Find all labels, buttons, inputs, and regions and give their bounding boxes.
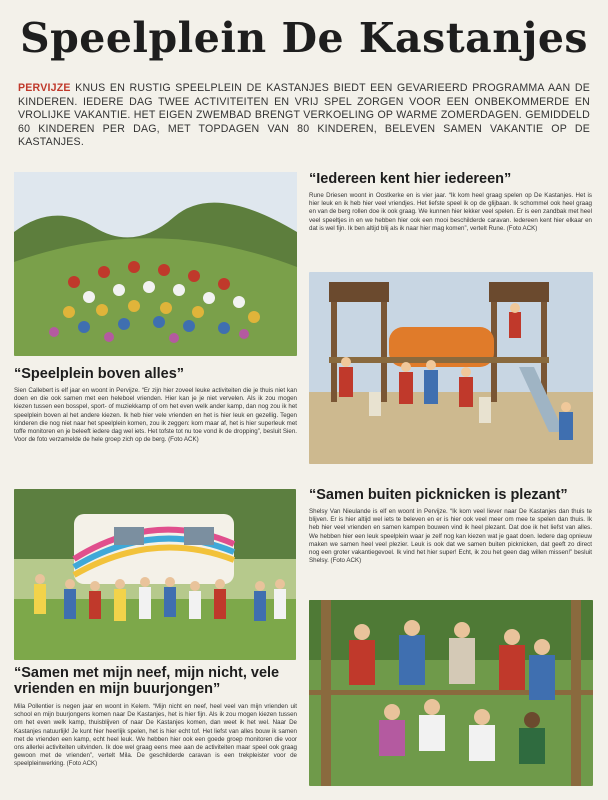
- section-heading-shelsy: “Samen buiten picknicken is plezant”: [309, 487, 568, 503]
- intro-text: KNUS EN RUSTIG SPEELPLEIN DE KASTANJES BIEDT EEN GEVARIEERD PROGRAMMA AAN DE KINDEREN. IEDERE DAG TWEE ACTIVITEITEN EN VRIJ SPEL ZORGEN VOOR EEN ONBEKOMMERDE EN VROLIJKE VAKANTIE. HET EIGEN ZWEMBAD BRENGT VERKOELING OP WARME ZOMERDAGEN. GEMIDDELD 60 KINDEREN PER DAG, MET TOPDAGEN VAN 80 KINDEREN, BELEVEN SAMEN VAKANTIE OP DE KASTANJES.: [18, 82, 590, 149]
- section-body-shelsy: Shelsy Van Nieulande is elf en woont in Pervijze. “Ik kom veel liever naar De Kastanjes dan thuis te blijven. Er is hier altijd wel iets te beleven en er is hier ook veel meer om mee te spelen dan thuis. Ik heb hier veel vrienden en samen kampen bouwen vind ik heel plezant. Dat doe ik het liefst van alles. We hebben hier een leuk speelplein waar je zelf nog kan kiezen wat je gaat doen. Iedere dag opnieuw maken we samen heel veel plezier. Leuk is ook dat we samen buiten picknicken, dat geeft zo direct nog een groter vakantiegevoel. Ik vind het hier super! Echt, ik zou het geen dag willen missen!” besluit Shelsy. (Foto ACK): [309, 508, 592, 565]
- caravan-photo: [14, 489, 296, 660]
- section-body-sien: Sien Callebert is elf jaar en woont in Pervijze. “Er zijn hier zoveel leuke activiteiten die je thuis niet kan doen en die ook samen met een heleboel vrienden. Hier kan je je niet vervelen. Als ik zou mogen kiezen tussen een bosspel, sport- of muziekkamp of om het even welk ander kamp, dan nog zou ik het speelplein boven al het andere kiezen. Ik heb hier vele vrienden en het is hier leuk en gezellig. Tegen kinderen die nog niet naar het speelplein komen, zou ik zeggen: kom maar af, het is hier superleuk met toffe monitoren en je beleeft iedere dag wel iets. Het tofste tot nu toe vond ik de dropping”, besluit Sien. Voor de foto verzamelde de hele groep zich op de berg. (Foto ACK): [14, 387, 297, 444]
- swing-photo: [309, 600, 593, 786]
- section-body-mila: Mila Pollentier is negen jaar en woont in Kelem. “Mijn nicht en neef, heel veel van mijn vrienden uit school en mijn buurjongens komen naar De Kastanjes, het is hier fijn. Als ik zou mogen kiezen tussen om het even welk kamp, thuisblijven of naar De Kastanjes komen, dan weet ik het wel. Naar De Kastanjes natuurlijk! Je kunt hier heerlijk spelen, het is hier echt tof. Het liefst van alles bouw ik samen met de vrienden een kamp, echt heel leuk. We hebben hier ook een goede groep monitoren die voor ons allerlei activiteiten uitvinden. Ik doe wel graag eens mee aan de activiteiten maar speel ook graag gewoon met de vrienden”, vertelt Mila. De geschilderde caravan is een trekpleister voor de speelpleinwerking. (Foto ACK): [14, 703, 297, 768]
- section-heading-mila: “Samen met mijn neef, mijn nicht, vele vrienden en mijn buurjongen”: [14, 665, 280, 697]
- section-body-rune: Rune Driesen woont in Oostkerke en is vier jaar. “Ik kom heel graag spelen op De Kastanjes. Het is hier leuk en ik heb hier veel vriendjes. Het liefste speel ik op de glijbaan. Ik schommel ook heel graag en van de berg rollen doe ik ook graag. We kunnen hier lekker veel spelen. Er is een zandbak met heel veel speeltjes in en we hebben hier ook een mooi beschilderde caravan. Iedereen kent hier elkaar en dat is wel fijn. Ik ben altijd blij als ik naar hier mag komen”, vertelt Rune. (Foto ACK): [309, 192, 592, 232]
- page-title: Speelplein De Kastanjes: [19, 14, 589, 62]
- intro-place: PERVIJZE: [18, 82, 71, 94]
- section-heading-rune: “Iedereen kent hier iedereen”: [309, 171, 512, 187]
- group-hill-photo: [14, 172, 297, 356]
- section-heading-sien: “Speelplein boven alles”: [14, 366, 185, 382]
- playground-photo: [309, 272, 593, 464]
- intro-paragraph: [18, 82, 590, 150]
